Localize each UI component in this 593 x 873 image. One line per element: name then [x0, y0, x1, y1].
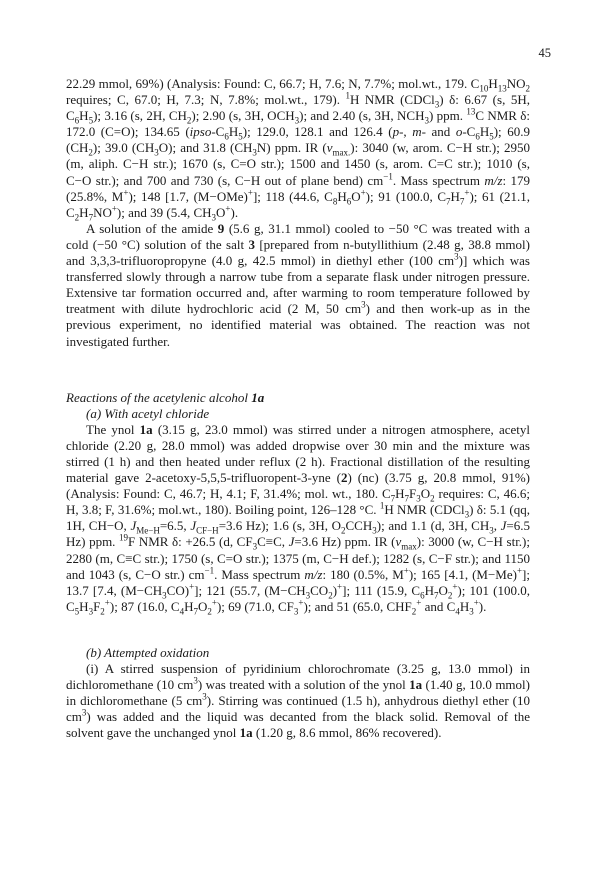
paragraph-amide-reaction: A solution of the amide 9 (5.6 g, 31.1 mmol) cooled to −50 °C was treated with a cold (−50 °C) solution of the salt 3 [prepared from n-butyllithium (2.48 g, 38.8 mmol) and 3,3,3-trifluoropropyne (4.0 g, 42.5 mmol) in diethyl ether (100 $cm^3$)] which was transferred slowly through a narrow tube from a separate flask under nitrogen pressure. Extensive tar formation occurred and, after warming to room temperature followed by treatment with dilute hydrochloric acid (2 M, 50 $cm^3$) and then work-up as in the previous experiment, no identified material was obtained. The reaction was not investigated further.	[66, 220, 531, 349]
subsection-heading-attempted-oxidation: (b) Attempted oxidation	[86, 644, 210, 660]
paragraph-acetyl-chloride: The ynol 1a (3.15 g, 23.0 mmol) was stirred under a nitrogen atmosphere, acetyl chloride (2.20 g, 28.0 mmol) was added dropwise over 30 min and the mixture was stirred (1 h) and then heated under reflux (2 h). Fractional distillation of the resulting material gave 2-acetoxy-5,5,5-trifluoropent-3-yne (2) (nc) (3.75 g, 20.8 mmol, 91%) (Analysis: Found: C, 46.7; H, 4.1; F, 31.4%; mol. wt., 180. $C_7H_7F_3O_2$ requires: C, 46.6; H, 3.8; F, 31.6%; mol.wt., 180). Boiling point, 126–128 °C. $^1$H NMR (CDCl$_3$) δ: 5.1 (qq, 1H, CH−O, $J_{Me-H}=6.5$, $J_{CF-H}=3.6$ Hz); 1.6 (s, 3H, $O_2CCH_3$); and 1.1 (d, 3H, $CH_3$, J=6.5 Hz) ppm. $^{19}$F NMR δ: +26.5 (d, $CF_3C\equiv C$, J=3.6 Hz) ppm. IR $(\nu_{max})$: 3000 (w, C−H str.); 2280 (m, C≡C str.); 1750 (s, C=O str.); 1375 (m, C−H def.); 1282 (s, C−F str.); and 1150 and 1043 (s, C−O str.) $cm^{-1}$. Mass spectrum m/z: 180 (0.5%, M+); 165 [4.1, (M−Me)+]; 13.7 [7.4, $(M-CH_3CO)^+$]; 121 (55.7, $(M-CH_3CO_2)^+$]; 111 (15.9, $C_6H_7O_2^+$); 101 (100.0, $C_5H_3F_2^+$); 87 (16.0, $C_4H_7O_2^+$); 69 (71.0, $CF_3^+$); and 51 (65.0, $CHF_2^+$ and $C_4H_3^+$).	[66, 421, 531, 617]
page-body	[66, 76, 530, 741]
subsection-heading-acetyl-chloride: (a) With acetyl chloride	[86, 405, 210, 421]
page-number: 45	[538, 46, 551, 60]
paragraph-amide-characterisation: 22.29 mmol, 69%) (Analysis: Found: C, 66.7; H, 7.6; N, 7.7%; mol.wt., 179. $C_{10}H_{13}NO_2$ requires; C, 67.0; H, 7.3; N, 7.8%; mol.wt., 179). $^1$H NMR (CDCl$_3$) δ: 6.67 (s, 5H, $C_6H_5$); 3.16 (s, 2H, $CH_2$); 2.90 (s, 3H, $OCH_3$); and 2.40 (s, 3H, $NCH_3$) ppm. $^{13}$C NMR δ: 172.0 (C=O); 134.65 $(ipso-C_6H_5)$; 129.0, 128.1 and 126.4 (p-, m- and $o-C_6H_5$); 60.9 $(CH_2)$; 39.0 $(CH_3O)$; and 31.8 $(CH_3N)$ ppm. IR $(\nu_{max.})$: 3040 (w, arom. C−H str.); 2950 (m, aliph. C−H str.); 1670 (s, C=O str.); 1500 and 1450 (s, arom. C=C str.); 1010 (s, C−O str.); and 700 and 730 (s, C−H out of plane bend) $cm^{-1}$. Mass spectrum m/z: 179 (25.8%, M+); 148 [1.7, (M−OMe)+]; 118 (44.6, $C_8H_6O^+$); 91 (100.0, $C_7H_7^+$); 61 (21.1, $C_2H_7NO^+$); and 39 (5.4, $CH_3O^+$).	[66, 76, 531, 223]
paragraph-attempted-oxidation: (i) A stirred suspension of pyridinium chlorochromate (3.25 g, 13.0 mmol) in dichloromethane (10 $cm^3$) was treated with a solution of the ynol 1a (1.40 g, 10.0 mmol) in dichloromethane (5 $cm^3$). Stirring was continued (1.5 h), anhydrous diethyl ether (10 $cm^3$) was added and the liquid was decanted from the black solid. Removal of the solvent gave the unchanged ynol 1a (1.20 g, 8.6 mmol, 86% recovered).	[66, 661, 531, 741]
section-heading: Reactions of the acetylenic alcohol 1a	[66, 389, 265, 405]
